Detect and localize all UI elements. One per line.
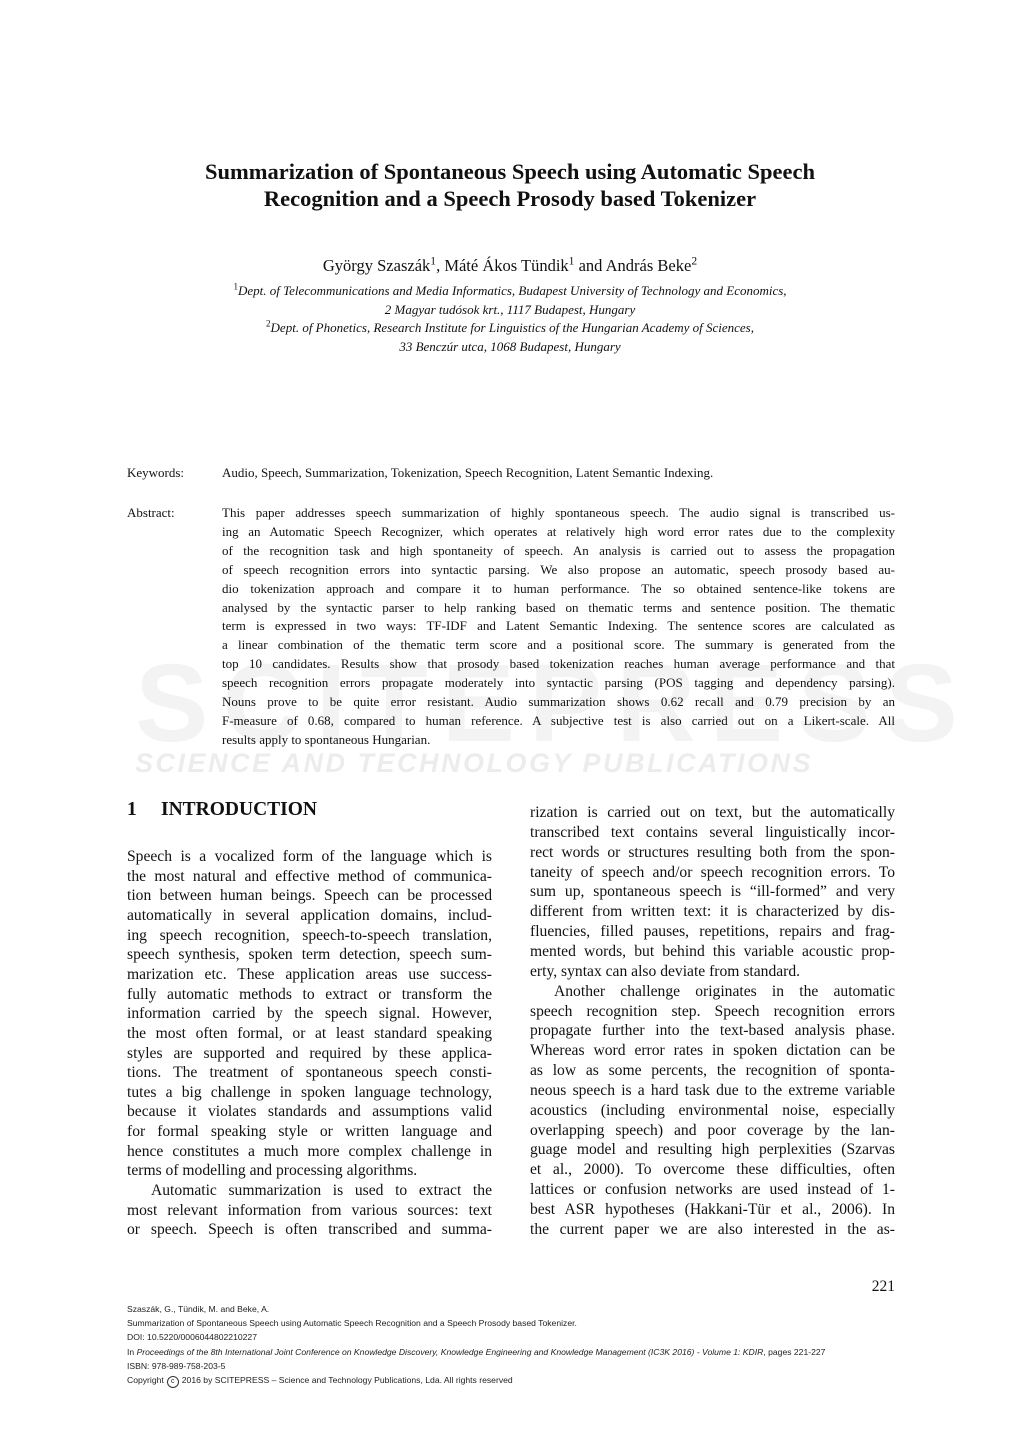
body-text-line: sum up, spontaneous speech is “ill-formed” and very — [530, 883, 895, 901]
author-list — [100, 256, 920, 276]
affiliation-line — [100, 338, 920, 357]
author-affil-mark: 2 — [691, 255, 698, 268]
body-text-line: terms of modelling and processing algorithms. — [127, 1162, 418, 1180]
footer-title: Summarization of Spontaneous Speech using Automatic Speech Recognition and a Speech Prosody based Tokenizer. — [127, 1318, 577, 1329]
affiliation-line — [100, 301, 920, 320]
body-text-line: styles are supported and required by these applica- — [127, 1044, 492, 1062]
affiliation-mark: 2 — [266, 318, 271, 329]
body-text-line: lattices or confusion networks are used instead of 1- — [530, 1181, 895, 1199]
body-text-line: Whereas word error rates in spoken dictation can be — [530, 1042, 895, 1060]
footer-in: In — [127, 1346, 137, 1357]
footer-proceedings-title: Proceedings of the 8th International Joint Conference on Knowledge Discovery, Knowledge Engineering and Knowledge Management (IC3K 2016) - Volume 1: KDIR — [136, 1346, 764, 1357]
citation-footer — [127, 1302, 825, 1388]
body-text-line: Automatic summarization is used to extract the — [151, 1182, 492, 1200]
body-text-line: the most natural and effective method of communica- — [127, 867, 492, 885]
body-text-line: different from written text: it is characterized by dis- — [530, 903, 895, 921]
body-text-line: speech synthesis, spoken term detection, speech sum- — [127, 946, 492, 964]
author-separator: , — [436, 256, 445, 275]
keywords-label: Keywords: — [127, 465, 185, 480]
body-text-line: taneity of speech and/or speech recognition errors. To — [530, 863, 895, 881]
body-text-line: marization etc. These application areas use success- — [127, 965, 492, 983]
abstract-line: top 10 candidates. Results show that prosody based tokenization reaches human average performance and that — [222, 656, 895, 672]
author-name: Máté Ákos Tündik — [444, 256, 569, 275]
body-text-line: overlapping speech) and poor coverage by the lan- — [530, 1121, 895, 1139]
body-text-line: et al., 2000). To overcome these difficulties, often — [530, 1161, 895, 1179]
abstract-line: This paper addresses speech summarization of highly spontaneous speech. The audio signal is transcribed us- — [222, 505, 895, 520]
abstract-line: a linear combination of the thematic term score and a positional score. The summary is generated from the — [222, 637, 895, 653]
affiliation-mark: 1 — [233, 281, 238, 292]
copyright-prefix: Copyright — [127, 1375, 164, 1386]
title-line: Recognition and a Speech Prosody based Tokenizer — [263, 186, 757, 211]
body-text-line: the current paper we are also interested in the as- — [530, 1220, 895, 1238]
author-name: András Beke — [605, 256, 692, 275]
abstract-line: Nouns prove to be quite error resistant. Audio summarization shows 0.62 recall and 0.79 precision by an — [222, 694, 895, 709]
affiliation-text: 2 Magyar tudósok krt., 1117 Budapest, Hungary — [384, 301, 636, 317]
abstract-line: speech recognition errors propagate moderately into syntactic parsing (POS tagging and dependency parsing). — [222, 675, 895, 691]
body-text-line: speech recognition step. Speech recognition errors — [530, 1002, 895, 1020]
section-heading — [127, 799, 317, 821]
body-text-line: for formal speaking style or written language and — [127, 1123, 492, 1141]
body-text-line: fluencies, filled pauses, repetitions, repairs and frag- — [530, 923, 895, 941]
body-text-line: tutes a big challenge in spoken language technology, — [127, 1083, 492, 1101]
body-text-line: propagate further into the text-based analysis phase. — [530, 1022, 895, 1040]
abstract-line: results apply to spontaneous Hungarian. — [222, 731, 431, 747]
affiliation-text: 33 Benczúr utca, 1068 Budapest, Hungary — [399, 338, 621, 354]
footer-isbn: ISBN: 978-989-758-203-5 — [127, 1360, 226, 1371]
paper-title — [100, 158, 920, 212]
abstract-label: Abstract: — [127, 505, 175, 520]
affiliations — [100, 282, 920, 356]
footer-copyright — [127, 1373, 825, 1388]
body-text-line: automatically in several application domains, includ- — [127, 906, 492, 924]
body-text-line: rect words or structures resulting both from the spon- — [530, 843, 895, 861]
body-text-line: tions. The treatment of spontaneous speech consti- — [127, 1064, 492, 1082]
affiliation-line — [100, 319, 920, 338]
body-text-line: best ASR hypotheses (Hakkani-Tür et al., 2006). In — [530, 1201, 895, 1218]
body-text-line: mented words, but behind this variable acoustic prop- — [530, 942, 895, 960]
section-number: 1 — [127, 799, 137, 820]
body-text-line: erty, syntax can also deviate from standard. — [530, 962, 801, 980]
abstract-line: of the recognition task and high spontaneity of speech. An analysis is carried out to assess the propagation — [222, 542, 895, 558]
body-text-line: neous speech is a hard task due to the extreme variable — [530, 1081, 895, 1099]
abstract-line: analysed by the syntactic parser to help ranking based on thematic terms and sentence position. The thematic — [222, 599, 895, 615]
affiliation-text: Dept. of Telecommunications and Media Informatics, Budapest University of Technology and Economics, — [237, 283, 787, 298]
body-text-line: most relevant information from various sources: text — [127, 1201, 492, 1219]
body-text-line: information carried by the speech signal. However, — [127, 1005, 492, 1023]
author-affil-mark: 1 — [568, 255, 575, 268]
footer-pages: , pages 221-227 — [763, 1346, 826, 1357]
body-text-line: hence constitutes a much more complex challenge in — [127, 1142, 492, 1160]
page-number: 221 — [871, 1278, 895, 1295]
body-text-line: fully automatic methods to extract or transform the — [127, 985, 492, 1003]
body-text-line: transcribed text contains several linguistically incor- — [530, 823, 895, 841]
body-text-line: guage model and resulting high perplexities (Szarvas — [530, 1141, 895, 1159]
body-text-line: the most often formal, or at least standard speaking — [127, 1024, 492, 1042]
author-separator: and — [574, 256, 606, 275]
abstract-line: F-measure of 0.68, compared to human reference. A subjective test is also carried out on a Likert-scale. All — [222, 712, 895, 728]
copyright-text: 2016 by SCITEPRESS – Science and Technology Publications, Lda. All rights reserved — [181, 1375, 513, 1386]
body-text-line: because it violates standards and assumptions valid — [127, 1103, 492, 1121]
body-text-line: or speech. Speech is often transcribed and summa- — [127, 1221, 492, 1239]
watermark-tagline: SCIENCE AND TECHNOLOGY PUBLICATIONS — [135, 748, 814, 778]
body-text-line: acoustics (including environmental noise, especially — [530, 1101, 895, 1119]
body-text-line: rization is carried out on text, but the automatically — [530, 804, 895, 821]
body-text-line: Speech is a vocalized form of the language which is — [127, 848, 492, 865]
body-text-line: ing speech recognition, speech-to-speech translation, — [127, 926, 492, 944]
section-title: INTRODUCTION — [161, 799, 318, 820]
abstract-line: term is expressed in two ways: TF-IDF and Latent Semantic Indexing. The sentence scores are calculated as — [222, 618, 895, 634]
title-line: Summarization of Spontaneous Speech using Automatic Speech — [204, 159, 816, 184]
keywords-text: Audio, Speech, Summarization, Tokenization, Speech Recognition, Latent Semantic Indexing. — [222, 465, 714, 480]
footer-doi: DOI: 10.5220/0006044802210227 — [127, 1332, 257, 1343]
body-text-line: tion between human beings. Speech can be processed — [127, 887, 492, 905]
affiliation-line — [100, 282, 920, 301]
abstract-line: of speech recognition errors into syntactic parsing. We also propose an automatic, speech prosody based au- — [222, 561, 895, 577]
body-text-line: Another challenge originates in the automatic — [554, 982, 895, 1000]
abstract-line: ing an Automatic Speech Recognizer, which operates at relatively high word error rates due to the complexity — [222, 523, 895, 539]
footer-authors: Szaszák, G., Tündik, M. and Beke, A. — [127, 1304, 270, 1314]
affiliation-text: Dept. of Phonetics, Research Institute for Linguistics of the Hungarian Academy of Sciences, — [270, 320, 754, 336]
copyright-icon: c — [167, 1376, 179, 1388]
abstract-line: dio tokenization approach and compare it to human performance. The so obtained sentence-like tokens are — [222, 580, 895, 596]
footer-proceedings — [127, 1345, 825, 1359]
author-affil-mark: 1 — [430, 255, 437, 268]
author-name: György Szaszák — [322, 256, 431, 275]
body-text-line: as low as some percents, the recognition of sponta- — [530, 1062, 895, 1080]
